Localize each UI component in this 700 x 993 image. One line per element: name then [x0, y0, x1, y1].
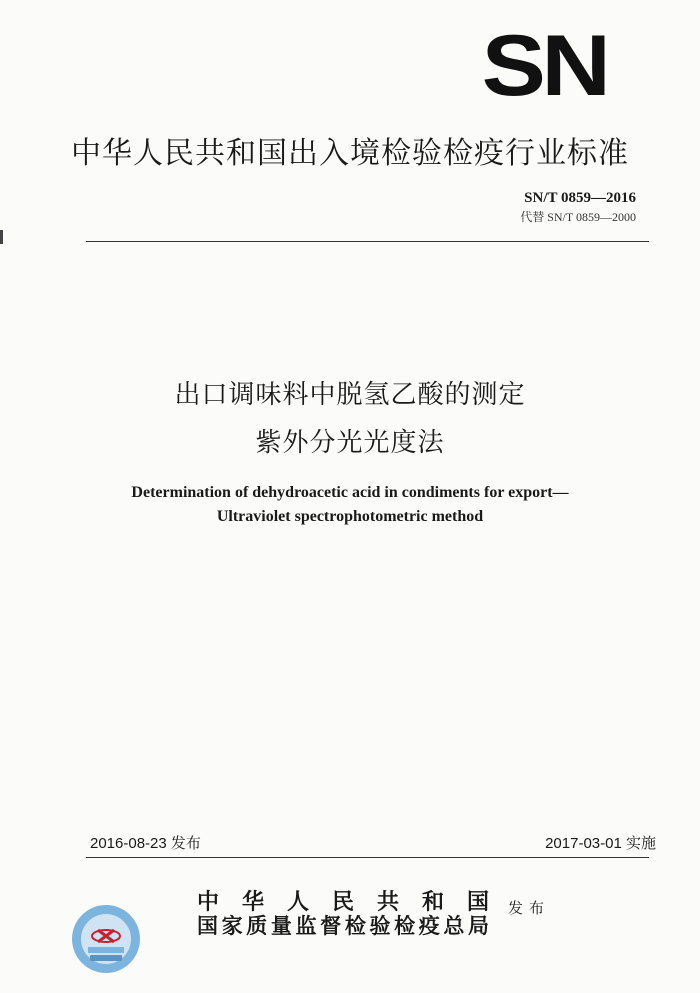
- issue-date: 2016-08-23 发布: [90, 835, 201, 852]
- header-divider: [86, 241, 649, 242]
- footer-divider: [86, 857, 649, 858]
- title-english-line1: Determination of dehydroacetic acid in condiments for export—: [131, 484, 569, 501]
- title-english-line2: Ultraviolet spectrophotometric method: [216, 508, 484, 525]
- issuer-agency: 国家质量监督检验检疫总局: [197, 913, 489, 938]
- anti-counterfeit-seal: [70, 903, 142, 975]
- binding-mark: [0, 230, 3, 244]
- publish-label: 发布: [508, 899, 551, 917]
- title-chinese-line2: 紫外分光光度法: [255, 428, 445, 458]
- sn-logo: SN: [481, 18, 607, 114]
- seal-icon: [70, 903, 142, 975]
- title-chinese-line1: 出口调味料中脱氢乙酸的测定: [174, 380, 526, 410]
- standard-category: 中华人民共和国出入境检验检疫行业标准: [71, 136, 629, 171]
- issuer-country: 中华人民共和国: [197, 889, 489, 915]
- replaces-standard: 代替 SN/T 0859—2000: [520, 210, 636, 224]
- standard-number: SN/T 0859—2016: [524, 190, 636, 206]
- implementation-date: 2017-03-01 实施: [545, 835, 656, 852]
